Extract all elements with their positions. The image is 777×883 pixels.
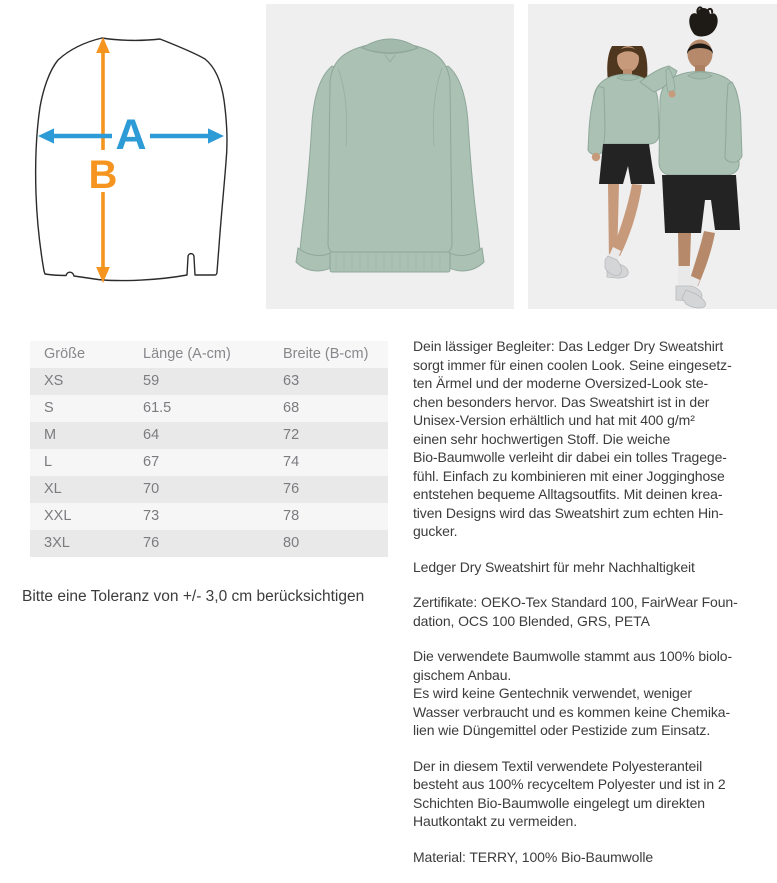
table-cell: 74 [283, 454, 300, 470]
description-line: dation, OCS 100 Blended, GRS, PETA [413, 612, 650, 629]
body [328, 43, 452, 254]
table-cell: 3XL [44, 535, 70, 551]
table-cell: 80 [283, 535, 300, 551]
table-row [30, 530, 388, 557]
description-line: Unisex-Version erhältlich und hat mit 400 g/m² [413, 412, 695, 428]
table-row [30, 395, 388, 422]
description-line: lien wie Düngemittel oder Pestizide zum Einsatz. [413, 722, 711, 738]
tolerance-note: Bitte eine Toleranz von +/- 3,0 cm berücksichtigen [22, 588, 365, 605]
description-paragraph [413, 647, 777, 740]
description-line: Dein lässiger Begleiter: Das Ledger Dry Sweatshirt [413, 338, 724, 354]
hem-band [330, 252, 450, 272]
size-diagram-drawing [0, 0, 256, 310]
description-paragraph [413, 593, 777, 630]
description-line: chen besonders hervor. Das Sweatshirt ist in der [413, 393, 710, 410]
description-line: einen sehr hochwertigen Stoff. Die weiche [413, 430, 671, 447]
description-line: Ledger Dry Sweatshirt für mehr Nachhaltigkeit [413, 558, 695, 575]
table-cell: 73 [143, 508, 160, 524]
description-line: Schichten Bio-Baumwolle eingelegt um direkten [413, 794, 705, 811]
description-paragraph [413, 757, 777, 831]
description-line: sorgt immer für einen coolen Look. Seine eingesetz- [413, 356, 732, 373]
table-row [30, 368, 388, 395]
product-photo[interactable] [266, 4, 514, 309]
table-cell: S [44, 400, 54, 416]
table-cell: 76 [283, 481, 300, 497]
table-cell: XL [44, 481, 62, 497]
table-row [30, 503, 388, 530]
description-line: besteht aus 100% recyceltem Polyester und ist in 2 [413, 776, 726, 792]
table-cell: 61.5 [143, 400, 172, 416]
column-header-length: Länge (A-cm) [143, 346, 231, 362]
table-cell: 68 [283, 400, 300, 416]
description-line: Es wird keine Gentechnik verwendet, weniger [413, 685, 692, 701]
column-header-size: Größe [44, 346, 86, 362]
label-b: B [88, 153, 118, 197]
table-cell: XS [44, 373, 64, 389]
description-line: tiven Designs wird das Sweatshirt zum echten Hin- [413, 504, 724, 521]
description-line: Wasser verbraucht und es kommen keine Chemika- [413, 703, 731, 720]
table-cell: M [44, 427, 57, 443]
table-cell: 63 [283, 373, 300, 389]
sweatshirt-outline [36, 38, 227, 281]
table-cell: 72 [283, 427, 300, 443]
table-cell: XXL [44, 508, 72, 524]
size-table [30, 341, 388, 557]
description-line: gischem Anbau. [413, 666, 512, 683]
description-line: Hautkontakt zu vermeiden. [413, 813, 578, 829]
table-cell: 76 [143, 535, 160, 551]
models-illustration [528, 4, 777, 309]
description-line: Die verwendete Baumwolle stammt aus 100% biolo- [413, 648, 733, 664]
table-cell: 70 [143, 481, 160, 497]
description-line: Der in diesem Textil verwendete Polyesteranteil [413, 757, 703, 774]
description [413, 337, 777, 883]
measurement-diagram[interactable] [0, 0, 256, 310]
description-paragraph [413, 337, 777, 541]
description-line: Material: TERRY, 100% Bio-Baumwolle [413, 848, 654, 865]
table-cell: L [44, 454, 53, 470]
table-cell: 59 [143, 373, 160, 389]
description-line: entstehen bequeme Alltagsoutfits. Mit deinen krea- [413, 486, 723, 502]
table-row [30, 476, 388, 503]
description-line: gucker. [413, 523, 458, 539]
description-line: fühl. Einfach zu kombinieren mit einer Jogginghose [413, 467, 725, 484]
description-line: ten Ärmel und der moderne Oversized-Look ste- [413, 375, 709, 391]
sweatshirt-front-illustration [266, 4, 514, 309]
description-paragraph [413, 848, 777, 867]
description-line: Bio-Baumwolle verleiht dir dabei ein tolles Tragege- [413, 449, 727, 465]
label-a: A [115, 111, 147, 159]
models-photo[interactable] [528, 4, 777, 309]
column-header-width: Breite (B-cm) [283, 346, 369, 362]
table-cell: 64 [143, 427, 160, 443]
size-table-header [30, 341, 388, 368]
description-paragraph [413, 558, 777, 577]
table-cell: 67 [143, 454, 160, 470]
table-row [30, 422, 388, 449]
description-line: Zertifikate: OEKO-Tex Standard 100, FairWear Foun- [413, 594, 738, 610]
table-row [30, 449, 388, 476]
size-table-body [30, 368, 388, 557]
male-model [659, 7, 742, 308]
table-cell: 78 [283, 508, 300, 524]
